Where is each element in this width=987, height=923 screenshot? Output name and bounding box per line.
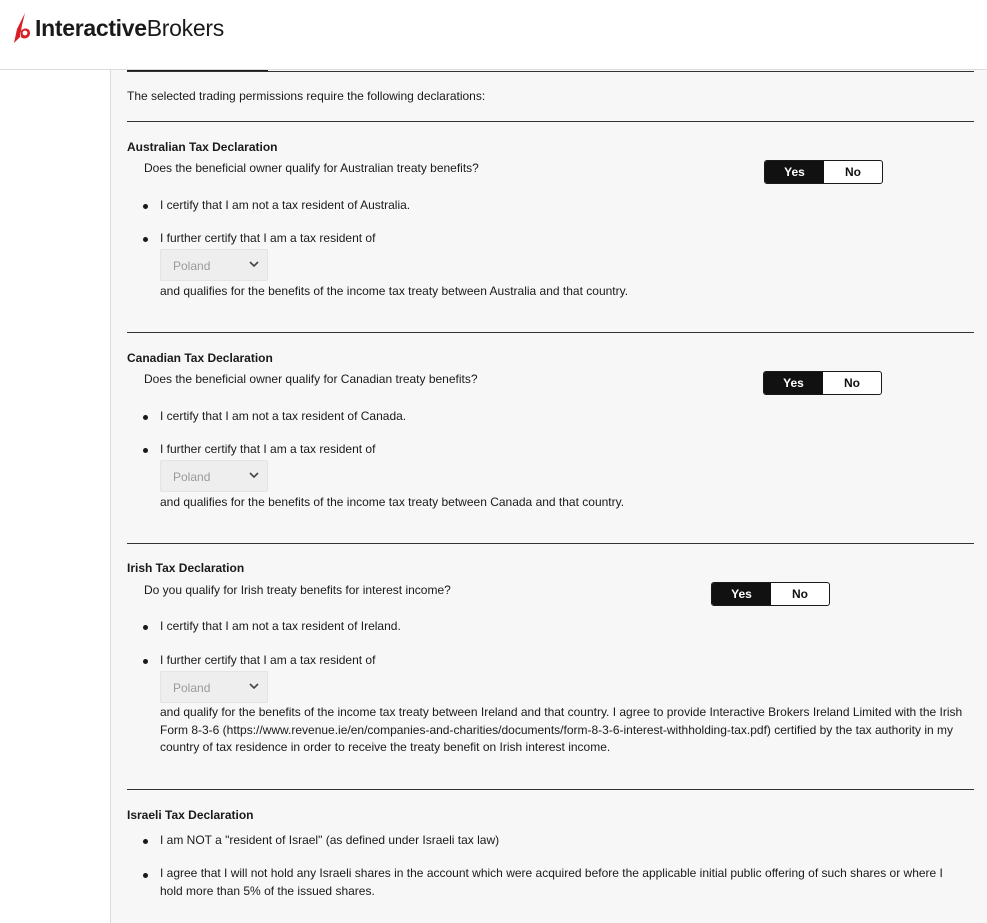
chevron-down-icon	[249, 260, 259, 268]
divider	[127, 332, 974, 333]
certification-text: I further certify that I am a tax resident of	[160, 653, 376, 667]
intro-text: The selected trading permissions require the following declarations:	[127, 89, 486, 103]
no-button[interactable]: No	[845, 165, 861, 179]
ib-flame-icon	[14, 13, 32, 43]
declarations-panel	[111, 70, 987, 923]
no-button[interactable]: No	[844, 376, 860, 390]
question-australia: Does the beneficial owner qualify for Australian treaty benefits?	[144, 161, 479, 175]
chevron-down-icon	[249, 471, 259, 479]
yes-no-toggle-australia	[764, 160, 883, 184]
app-header	[0, 0, 987, 70]
country-select-ireland[interactable]	[160, 671, 268, 703]
divider	[127, 789, 974, 790]
yes-button[interactable]: Yes	[712, 583, 771, 605]
section-title-canada: Canadian Tax Declaration	[127, 351, 273, 365]
certification-text: I further certify that I am a tax resident of	[160, 442, 376, 456]
chevron-down-icon	[249, 682, 259, 690]
country-select-australia[interactable]	[160, 249, 268, 281]
section-title-ireland: Irish Tax Declaration	[127, 561, 245, 575]
country-select-value: Poland	[173, 259, 211, 273]
treaty-text: and qualify for the benefits of the income tax treaty between Ireland and that country. I agree to provide Interactive Brokers Ireland Limited with the Irish Form 8-3-6 (https://www.revenue.ie/en/companies-and-charities/documents/form-8-3-6-interest-withholding-tax.pdf) certified by the tax authority in my country of tax residence in order to receive the treaty benefit on Irish interest income.	[160, 705, 963, 754]
section-title-australia: Australian Tax Declaration	[127, 140, 278, 154]
country-select-value: Poland	[173, 681, 211, 695]
ib-logo[interactable]	[14, 10, 224, 46]
no-button[interactable]: No	[792, 587, 808, 601]
certification-text: I certify that I am not a tax resident of Ireland.	[160, 619, 401, 633]
country-select-value: Poland	[173, 470, 211, 484]
treaty-text: and qualifies for the benefits of the income tax treaty between Australia and that country.	[160, 284, 629, 298]
yes-button[interactable]: Yes	[764, 372, 823, 394]
treaty-text: and qualifies for the benefits of the income tax treaty between Canada and that country.	[160, 495, 625, 509]
question-ireland: Do you qualify for Irish treaty benefits for interest income?	[144, 583, 451, 597]
country-select-canada[interactable]	[160, 460, 268, 492]
divider	[127, 121, 974, 122]
left-sidebar	[0, 70, 111, 923]
divider	[127, 71, 974, 72]
yes-no-toggle-ireland	[711, 582, 830, 606]
certification-text: I certify that I am not a tax resident of Australia.	[160, 198, 411, 212]
yes-no-toggle-canada	[763, 371, 882, 395]
declaration-text: I agree that I will not hold any Israeli shares in the account which were acquired before the applicable initial public offering of such shares or where I hold more than 5% of the issued shares.	[160, 866, 943, 898]
brand-name: InteractiveBrokers	[35, 14, 224, 41]
yes-button[interactable]: Yes	[765, 161, 824, 183]
certification-text: I further certify that I am a tax resident of	[160, 231, 376, 245]
section-title-israel: Israeli Tax Declaration	[127, 808, 254, 822]
certification-text: I certify that I am not a tax resident of Canada.	[160, 409, 407, 423]
declaration-text: I am NOT a "resident of Israel" (as defined under Israeli tax law)	[160, 833, 500, 847]
question-canada: Does the beneficial owner qualify for Canadian treaty benefits?	[144, 372, 478, 386]
divider	[127, 543, 974, 544]
